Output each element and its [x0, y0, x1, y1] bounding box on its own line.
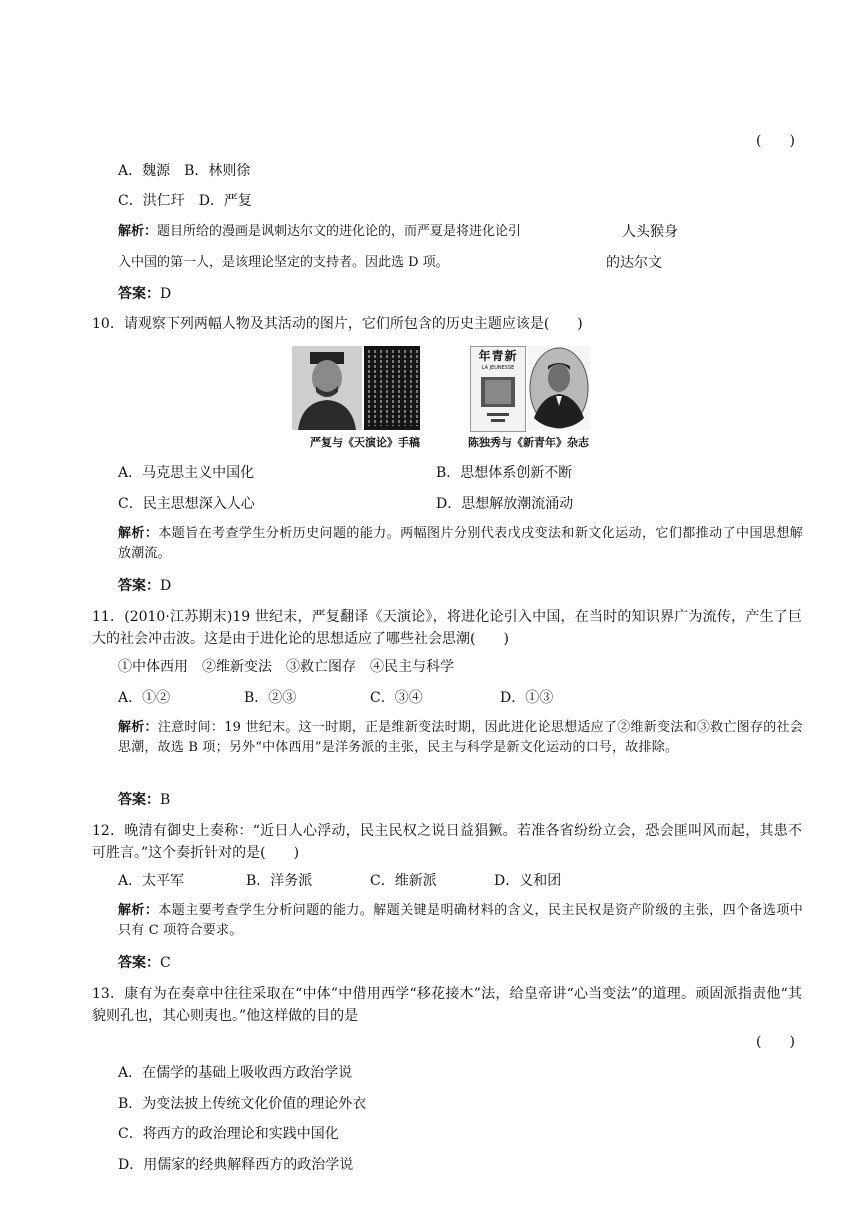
analysis-label: 解析： — [118, 526, 159, 541]
question-source: (2010·江苏期末) — [124, 609, 233, 625]
analysis-paragraph — [118, 524, 803, 564]
analysis-label: 解析： — [118, 720, 158, 735]
answer-label: 答案： — [118, 578, 160, 594]
manuscript-photo — [364, 346, 420, 430]
analysis-text: 题目所给的漫画是讽刺达尔文的进化论的，而严夏是将进化论引 — [157, 224, 522, 239]
answer-value: D — [160, 286, 172, 302]
option-b: B．洋务派 — [246, 873, 313, 889]
analysis-text: 入中国的第一人，是该理论坚定的支持者。因此选 D 项。 — [118, 255, 449, 270]
analysis-label: 解析： — [118, 224, 158, 239]
image-caption: 人头猴身 — [622, 224, 678, 240]
option-a: A．①② — [118, 690, 171, 706]
question-stem — [92, 314, 583, 334]
option-b: B．为变法披上传统文化价值的理论外衣 — [118, 1096, 367, 1112]
option-b: B．②③ — [244, 690, 297, 706]
portrait-image — [528, 346, 590, 430]
question-text: 晚清有御史上奏称：“近日人心浮动，民主民权之说日益猖獗。若准各省纷纷立会，恐会匪叫风而起，其患不可胜言。”这个奏折针对的是( ) — [92, 823, 802, 861]
analysis-paragraph — [118, 901, 803, 941]
magazine-illustration — [477, 375, 519, 427]
answer-paren: ( ) — [756, 133, 795, 149]
magazine-title: 年青新 — [478, 349, 518, 363]
option-c: C．民主思想深入人心 — [118, 496, 255, 512]
question-text: 19 世纪末，严复翻译《天演论》，将进化论引入中国，在当时的知识界广为流传，产生了巨大的社会冲击波。这是由于进化论的思想适应了哪些社会思潮( ) — [92, 609, 802, 647]
answer-label: 答案： — [118, 792, 160, 808]
question-stem — [92, 820, 802, 864]
answer-line — [118, 576, 171, 596]
image-caption: 陈独秀与《新青年》杂志 — [468, 436, 589, 449]
analysis-line — [118, 222, 521, 242]
option-a: A．在儒学的基础上吸收西方政治学说 — [118, 1065, 353, 1081]
question-text: 康有为在奏章中往往采取在“中体”中借用西学“移花接木”法，给皇帝讲“心当变法”的道理。顽固派指责他“其貌则孔也，其心则夷也。”他这样做的目的是 — [92, 986, 802, 1024]
analysis-label: 解析： — [118, 903, 159, 918]
answer-label: 答案： — [118, 955, 160, 971]
question-number: 11． — [92, 609, 125, 625]
analysis-text: 本题旨在考查学生分析历史问题的能力。两幅图片分别代表戊戌变法和新文化运动，它们都推动了中国思想解放潮流。 — [118, 526, 803, 561]
answer-value: C — [160, 955, 171, 971]
portrait-photo-2 — [528, 346, 590, 430]
option-d: D．①③ — [500, 690, 554, 706]
magazine-subtitle: LA JEUNESSE — [481, 365, 515, 371]
question-number: 12． — [92, 823, 125, 839]
option-c: C．维新派 — [370, 873, 437, 889]
image-caption: 严复与《天演论》手稿 — [310, 436, 420, 449]
image-caption: 的达尔文 — [606, 255, 662, 271]
option-b: B．思想体系创新不断 — [436, 465, 573, 481]
analysis-paragraph — [118, 718, 803, 758]
answer-line — [118, 284, 171, 304]
answer-line — [118, 953, 171, 973]
question-text: 请观察下列两幅人物及其活动的图片，它们所包含的历史主题应该是( ) — [123, 316, 583, 332]
answer-value: B — [160, 792, 171, 808]
analysis-text: 注意时间：19 世纪末。这一时期，正是维新变法时期，因此进化论思想适应了②维新变法和③救亡图存的社会思潮，故选 B 项；另外“中体西用”是洋务派的主张，民主与科学是新文化运动的口号，故排除。 — [118, 720, 803, 755]
option-a: A．太平军 — [118, 873, 185, 889]
option-d: D．思想解放潮流涌动 — [436, 496, 574, 512]
analysis-text: 本题主要考查学生分析问题的能力。解题关键是明确材料的含义，民主民权是资产阶级的主张，四个备选项中只有 C 项符合要求。 — [118, 903, 803, 938]
option-line: C．洪仁玕 D．严复 — [118, 193, 252, 209]
answer-label: 答案： — [118, 286, 160, 302]
option-d: D．义和团 — [494, 873, 562, 889]
answer-line — [118, 790, 170, 810]
portrait-photo — [292, 346, 362, 430]
statement-list: ①中体西用 ②维新变法 ③救亡图存 ④民主与科学 — [118, 659, 454, 675]
option-c: C．③④ — [370, 690, 423, 706]
option-d: D．用儒家的经典解释西方的政治学说 — [118, 1157, 354, 1173]
question-number: 13． — [92, 986, 125, 1002]
question-number: 10． — [92, 316, 124, 332]
answer-value: D — [160, 578, 172, 594]
question-stem — [92, 983, 802, 1027]
answer-paren: ( ) — [756, 1034, 795, 1050]
manuscript-image — [364, 346, 420, 430]
question-stem — [92, 606, 802, 650]
option-c: C．将西方的政治理论和实践中国化 — [118, 1126, 339, 1142]
option-line: A．魏源 B．林则徐 — [118, 163, 251, 179]
portrait-image — [292, 346, 362, 430]
option-a: A．马克思主义中国化 — [118, 465, 255, 481]
magazine-cover — [470, 346, 526, 432]
